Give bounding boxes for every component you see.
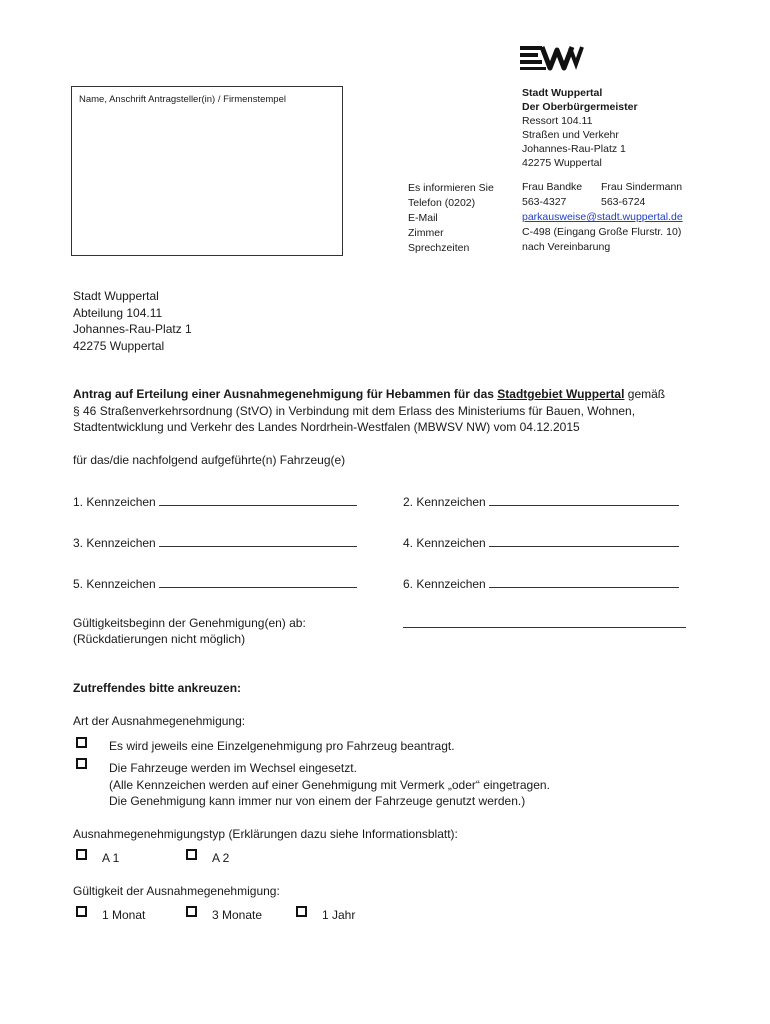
contact-phone-1: 563-4327 <box>522 196 567 208</box>
checkbox-type-a1[interactable] <box>76 849 87 860</box>
type-label: Ausnahmegenehmigungstyp (Erklärungen dazu siehe Informationsblatt): <box>73 827 458 841</box>
checkbox-duration-1-year[interactable] <box>296 906 307 917</box>
vehicles-intro: für das/die nachfolgend aufgeführte(n) Fahrzeug(e) <box>73 453 346 467</box>
validity-start-label: Gültigkeitsbeginn der Genehmigung(en) ab: <box>73 616 306 630</box>
plate-label: 3. Kennzeichen <box>73 536 156 550</box>
contact-room: C-498 (Eingang Große Flurstr. 10) <box>522 226 682 238</box>
duration-label: Gültigkeit der Ausnahmegenehmigung: <box>73 884 280 898</box>
kind-option-2: Die Fahrzeuge werden im Wechsel eingesetzt. <box>109 761 357 775</box>
checkbox-alternating-vehicles[interactable] <box>76 758 87 769</box>
plate-field-6[interactable] <box>403 575 679 593</box>
kind-option-2-note: Die Genehmigung kann immer nur von einem der Fahrzeuge genutzt werden.) <box>109 794 526 808</box>
duration-option-2: 3 Monate <box>212 908 263 922</box>
recipient-line: Abteilung 104.11 <box>73 306 163 320</box>
contact-hours: nach Vereinbarung <box>522 241 611 253</box>
contact-label: E-Mail <box>408 212 438 224</box>
stadt-wuppertal-logo <box>520 44 584 72</box>
checkbox-single-permit[interactable] <box>76 737 87 748</box>
checkbox-duration-3-months[interactable] <box>186 906 197 917</box>
contact-person-2: Frau Sindermann <box>601 181 683 193</box>
validity-start-input-line[interactable] <box>403 615 686 628</box>
plate-field-5[interactable] <box>73 575 357 593</box>
contact-label: Telefon (0202) <box>408 197 476 209</box>
plate-input-line[interactable] <box>489 493 679 506</box>
type-option-a2: A 2 <box>212 851 230 865</box>
check-heading: Zutreffendes bitte ankreuzen: <box>73 681 242 695</box>
kind-option-1: Es wird jeweils eine Einzelgenehmigung pro Fahrzeug beantragt. <box>109 739 455 753</box>
checkbox-duration-1-month[interactable] <box>76 906 87 917</box>
contact-email-link[interactable]: parkausweise@stadt.wuppertal.de <box>522 211 683 223</box>
plate-label: 5. Kennzeichen <box>73 577 156 591</box>
title-bold: Antrag auf Erteilung einer Ausnahmegenehmigung für Hebammen für das <box>73 387 494 401</box>
plate-label: 6. Kennzeichen <box>403 577 486 591</box>
org-name: Stadt Wuppertal <box>522 87 603 99</box>
recipient-line: Johannes-Rau-Platz 1 <box>73 322 192 336</box>
application-title-line3: Stadtentwicklung und Verkehr des Landes Nordrhein-Westfalen (MBWSV NW) vom 04.12.2015 <box>73 420 580 434</box>
type-option-a1: A 1 <box>102 851 120 865</box>
plate-input-line[interactable] <box>489 575 679 588</box>
contact-label: Es informieren Sie <box>408 182 494 194</box>
contact-label: Zimmer <box>408 227 444 239</box>
plate-field-1[interactable] <box>73 493 357 511</box>
duration-option-1: 1 Monat <box>102 908 146 922</box>
plate-input-line[interactable] <box>489 534 679 547</box>
plate-input-line[interactable] <box>159 534 357 547</box>
plate-input-line[interactable] <box>159 493 357 506</box>
applicant-address-box[interactable] <box>71 86 343 256</box>
kind-option-2-note: (Alle Kennzeichen werden auf einer Genehmigung mit Vermerk „oder“ eingetragen. <box>109 778 550 792</box>
plate-label: 2. Kennzeichen <box>403 495 486 509</box>
contact-phone-2: 563-6724 <box>601 196 646 208</box>
plate-field-4[interactable] <box>403 534 679 552</box>
org-head: Der Oberbürgermeister <box>522 101 638 113</box>
recipient-line: Stadt Wuppertal <box>73 289 159 303</box>
plate-label: 1. Kennzeichen <box>73 495 156 509</box>
contact-person-1: Frau Bandke <box>522 181 583 193</box>
validity-start-note: (Rückdatierungen nicht möglich) <box>73 632 246 646</box>
org-line: Ressort 104.11 <box>522 115 593 127</box>
org-line: Straßen und Verkehr <box>522 129 619 141</box>
contact-label: Sprechzeiten <box>408 242 470 254</box>
title-underlined: Stadtgebiet Wuppertal <box>497 387 625 401</box>
plate-label: 4. Kennzeichen <box>403 536 486 550</box>
application-title-line1 <box>73 386 665 403</box>
plate-field-3[interactable] <box>73 534 357 552</box>
org-line: 42275 Wuppertal <box>522 157 602 169</box>
plate-field-2[interactable] <box>403 493 679 511</box>
recipient-line: 42275 Wuppertal <box>73 339 165 353</box>
org-line: Johannes-Rau-Platz 1 <box>522 143 626 155</box>
applicant-box-label: Name, Anschrift Antragsteller(in) / Firmenstempel <box>79 94 286 105</box>
application-title-line2: § 46 Straßenverkehrsordnung (StVO) in Verbindung mit dem Erlass des Ministeriums für Bauen, Wohnen, <box>73 404 636 418</box>
duration-option-3: 1 Jahr <box>322 908 356 922</box>
title-rest: gemäß <box>627 387 666 401</box>
kind-label: Art der Ausnahmegenehmigung: <box>73 714 246 728</box>
checkbox-type-a2[interactable] <box>186 849 197 860</box>
plate-input-line[interactable] <box>159 575 357 588</box>
